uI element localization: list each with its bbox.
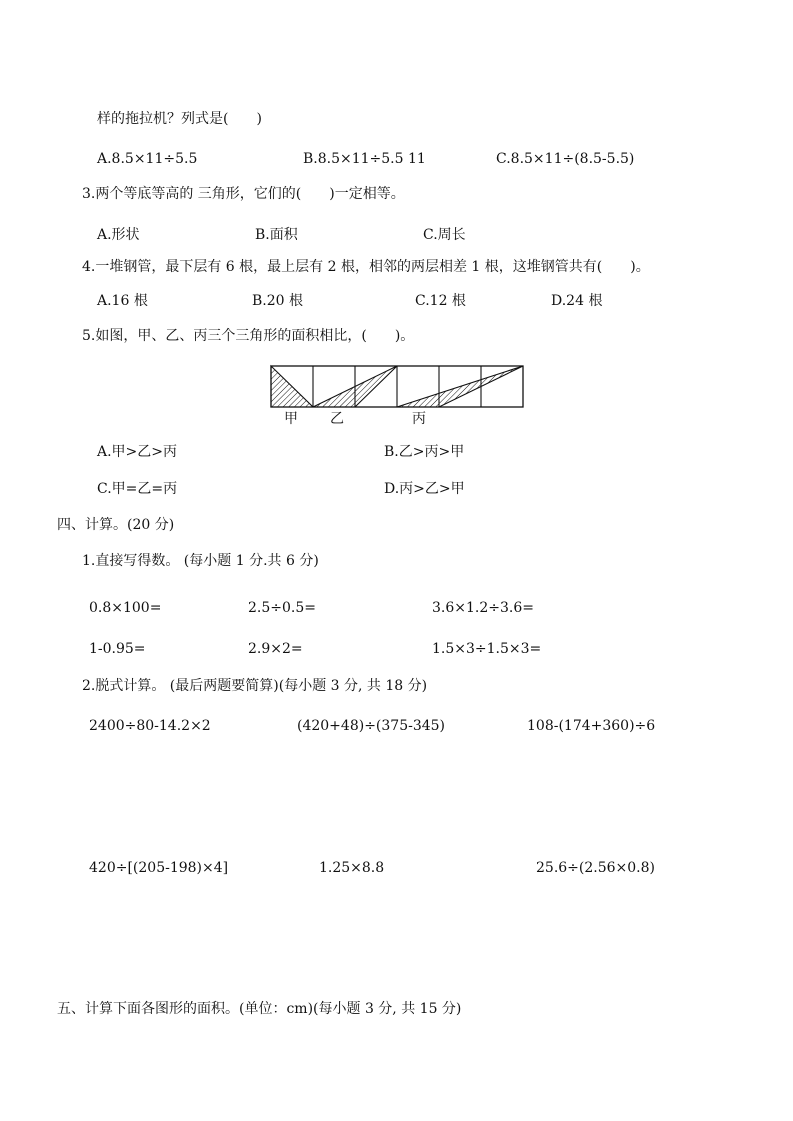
oral-item-1: 0.8×100=: [89, 600, 162, 616]
triangle-figure: [269, 364, 529, 410]
q2-option-c: C.8.5×11÷(8.5-5.5): [496, 151, 635, 167]
q4-option-d: D.24 根: [551, 293, 603, 309]
figure-label-jia: 甲: [284, 411, 298, 427]
calc-item-2: (420+48)÷(375-345): [297, 718, 446, 734]
q3-option-a: A.形状: [97, 227, 140, 243]
triangle-bing: [397, 366, 523, 407]
q5-option-b: B.乙>丙>甲: [384, 444, 465, 460]
part1-title: 1.直接写得数。 (每小题 1 分.共 6 分): [82, 553, 319, 569]
q2-option-a: A.8.5×11÷5.5: [97, 151, 198, 167]
oral-item-5: 2.9×2=: [248, 641, 303, 657]
oral-item-2: 2.5÷0.5=: [248, 600, 316, 616]
section4-title: 四、计算。(20 分): [57, 517, 175, 533]
calc-item-1: 2400÷80-14.2×2: [89, 718, 211, 734]
q3-option-b: B.面积: [255, 227, 298, 243]
q4-stem: 4.一堆钢管，最下层有 6 根，最上层有 2 根，相邻的两层相差 1 根，这堆钢管共有( )。: [82, 259, 650, 275]
q5-stem: 5.如图，甲、乙、丙三个三角形的面积相比，( )。: [82, 328, 415, 344]
figure-label-yi: 乙: [330, 411, 344, 427]
q2-continuation: 样的拖拉机？列式是( ): [97, 111, 262, 127]
q4-option-b: B.20 根: [252, 293, 304, 309]
part2-title: 2.脱式计算。 (最后两题要简算)(每小题 3 分, 共 18 分): [82, 678, 428, 694]
q5-option-a: A.甲>乙>丙: [97, 444, 178, 460]
q3-option-c: C.周长: [423, 227, 466, 243]
q5-option-d: D.丙>乙>甲: [384, 481, 465, 497]
oral-item-3: 3.6×1.2÷3.6=: [432, 600, 534, 616]
q4-option-c: C.12 根: [415, 293, 466, 309]
triangle-jia: [271, 366, 313, 407]
q4-option-a: A.16 根: [97, 293, 148, 309]
section5-title: 五、计算下面各图形的面积。(单位：cm)(每小题 3 分, 共 15 分): [57, 1001, 462, 1017]
q3-stem: 3.两个等底等高的 三角形，它们的( )一定相等。: [82, 186, 405, 202]
oral-item-4: 1-0.95=: [89, 641, 146, 657]
q2-option-b: B.8.5×11÷5.5 11: [303, 151, 426, 167]
figure-label-bing: 丙: [412, 411, 426, 427]
calc-item-6: 25.6÷(2.56×0.8): [536, 860, 655, 876]
calc-item-3: 108-(174+360)÷6: [527, 718, 656, 734]
oral-item-6: 1.5×3÷1.5×3=: [432, 641, 542, 657]
calc-item-5: 1.25×8.8: [319, 860, 385, 876]
q5-option-c: C.甲=乙=丙: [97, 481, 178, 497]
calc-item-4: 420÷[(205-198)×4]: [89, 860, 229, 876]
